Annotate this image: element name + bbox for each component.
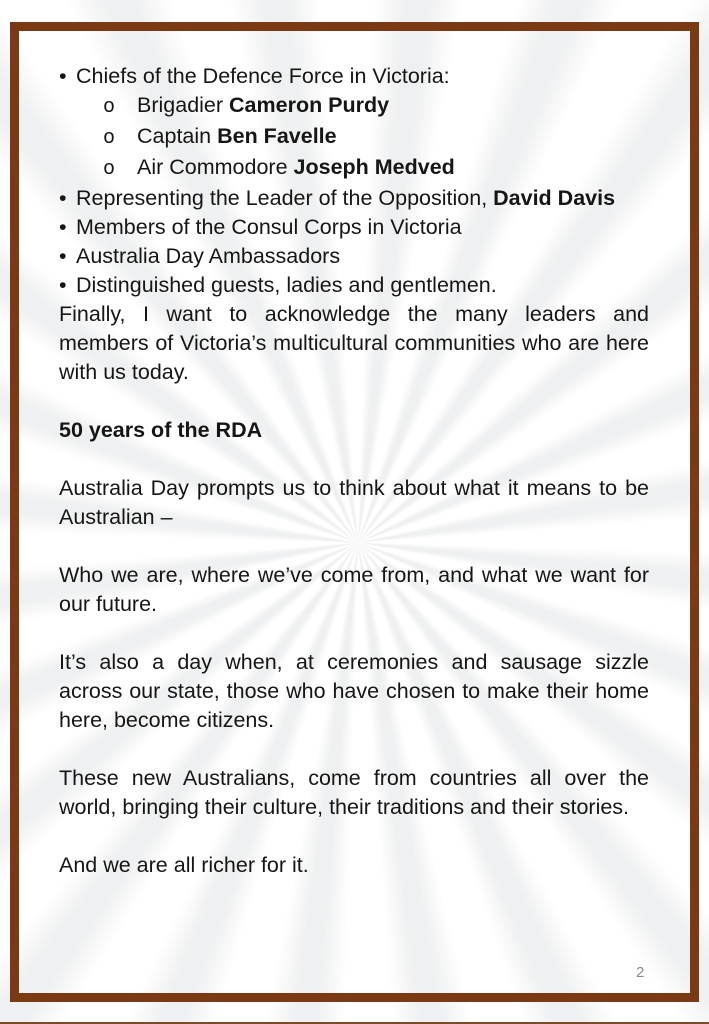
paragraph-new-australians: These new Australians, come from countries all over the world, bringing their culture, their traditions and their stories. [59, 766, 649, 819]
page-number: 2 [636, 964, 645, 981]
bullet-icon: • [59, 215, 67, 239]
paragraph-who-we-are: Who we are, where we’ve come from, and what we want for our future. [59, 563, 649, 616]
bullet-item-members [59, 213, 649, 242]
sub-bullet-prefix: Air Commodore [137, 155, 294, 179]
sub-bullet-item-air-commodore [59, 153, 649, 184]
bullet-item-ambassadors [59, 242, 649, 271]
paragraph-australia-day: Australia Day prompts us to think about what it means to be Australian – [59, 476, 649, 529]
person-name: David Davis [493, 186, 616, 210]
paragraph-finally: Finally, I want to acknowledge the many leaders and members of Victoria’s multicultural communities who are here with us today. [59, 302, 649, 384]
page-content [19, 31, 690, 880]
sub-bullet-prefix: Captain [137, 124, 218, 148]
bullet-item-label: Representing the Leader of the Opposition, [76, 186, 494, 210]
bullet-icon: • [59, 186, 67, 210]
circle-bullet-icon: o [103, 158, 116, 181]
bullet-item-representing [59, 184, 649, 213]
circle-bullet-icon: o [103, 127, 116, 150]
bullet-item-label: Distinguished guests, ladies and gentlemen. [76, 273, 497, 297]
sub-bullet-prefix: Brigadier [137, 93, 230, 117]
person-name: Cameron Purdy [229, 93, 390, 117]
circle-bullet-icon: o [103, 96, 116, 119]
bullet-item-chiefs [59, 62, 649, 91]
paragraph-richer: And we are all richer for it. [59, 853, 309, 877]
bullet-item-label: Chiefs of the Defence Force in Victoria: [76, 64, 450, 88]
bullet-icon: • [59, 64, 67, 88]
bullet-icon: • [59, 244, 67, 268]
bullet-item-label: Australia Day Ambassadors [76, 244, 341, 268]
sub-bullet-item-brigadier [59, 91, 649, 122]
paragraph-ceremonies: It’s also a day when, at ceremonies and sausage sizzle across our state, those who have chosen to make their home here, become citizens. [59, 650, 649, 732]
person-name: Ben Favelle [217, 124, 337, 148]
section-heading: 50 years of the RDA [59, 418, 263, 442]
bullet-item-label: Members of the Consul Corps in Victoria [76, 215, 462, 239]
acknowledgements-block [59, 62, 649, 387]
bullet-item-distinguished [59, 271, 649, 300]
sub-bullet-item-captain [59, 122, 649, 153]
page-border-frame [10, 22, 699, 1002]
person-name: Joseph Medved [293, 155, 455, 179]
bullet-icon: • [59, 273, 67, 297]
